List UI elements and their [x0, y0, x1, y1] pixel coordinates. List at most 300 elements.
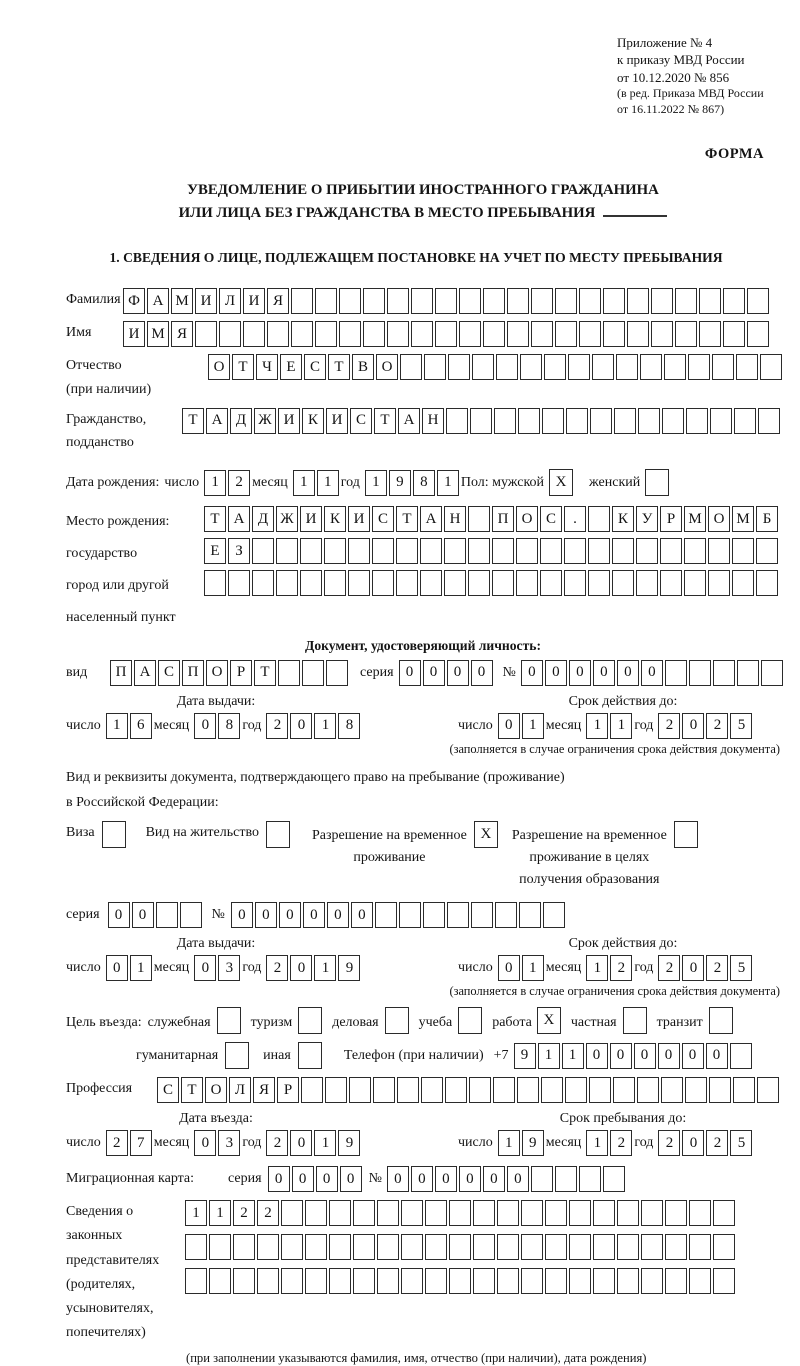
form-cell[interactable]	[617, 1268, 639, 1294]
form-cell[interactable]	[276, 570, 298, 596]
form-cell[interactable]	[756, 570, 778, 596]
form-cell[interactable]	[662, 408, 684, 434]
form-cell[interactable]	[661, 1077, 683, 1103]
form-cell[interactable]: 2	[266, 1130, 288, 1156]
form-cell[interactable]	[564, 570, 586, 596]
form-cell[interactable]	[300, 570, 322, 596]
form-cell[interactable]: 1	[562, 1043, 584, 1069]
form-cell[interactable]: Я	[267, 288, 289, 314]
form-cell[interactable]: Т	[328, 354, 350, 380]
form-cell[interactable]: 0	[447, 660, 469, 686]
form-cell[interactable]	[521, 1234, 543, 1260]
form-cell[interactable]	[723, 288, 745, 314]
form-cell[interactable]	[664, 354, 686, 380]
form-cell[interactable]: Т	[396, 506, 418, 532]
form-cell[interactable]: Л	[229, 1077, 251, 1103]
checkbox-cell[interactable]: X	[474, 821, 498, 848]
form-cell[interactable]	[521, 1200, 543, 1226]
checkbox-cell[interactable]: X	[537, 1007, 561, 1034]
form-cell[interactable]: Р	[277, 1077, 299, 1103]
form-cell[interactable]: 0	[194, 713, 216, 739]
form-cell[interactable]: О	[516, 506, 538, 532]
form-cell[interactable]	[638, 408, 660, 434]
form-cell[interactable]: 0	[303, 902, 325, 928]
form-cell[interactable]	[516, 538, 538, 564]
form-cell[interactable]: 0	[682, 713, 704, 739]
form-cell[interactable]	[305, 1200, 327, 1226]
form-cell[interactable]	[565, 1077, 587, 1103]
form-cell[interactable]	[315, 321, 337, 347]
form-cell[interactable]: Т	[232, 354, 254, 380]
form-cell[interactable]	[291, 321, 313, 347]
form-cell[interactable]: 2	[706, 955, 728, 981]
form-cell[interactable]: 0	[290, 1130, 312, 1156]
form-cell[interactable]	[579, 1166, 601, 1192]
form-cell[interactable]: М	[171, 288, 193, 314]
form-cell[interactable]	[305, 1268, 327, 1294]
form-cell[interactable]	[435, 321, 457, 347]
form-cell[interactable]	[569, 1234, 591, 1260]
form-cell[interactable]	[708, 538, 730, 564]
form-cell[interactable]: К	[302, 408, 324, 434]
form-cell[interactable]: 1	[314, 1130, 336, 1156]
form-cell[interactable]	[449, 1200, 471, 1226]
form-cell[interactable]: 5	[730, 1130, 752, 1156]
form-cell[interactable]	[195, 321, 217, 347]
checkbox-cell[interactable]	[623, 1007, 647, 1034]
form-cell[interactable]	[520, 354, 542, 380]
form-cell[interactable]: 0	[483, 1166, 505, 1192]
form-cell[interactable]: И	[123, 321, 145, 347]
form-cell[interactable]	[281, 1234, 303, 1260]
form-cell[interactable]	[665, 1268, 687, 1294]
form-cell[interactable]	[219, 321, 241, 347]
form-cell[interactable]	[555, 321, 577, 347]
form-cell[interactable]	[257, 1268, 279, 1294]
form-cell[interactable]	[566, 408, 588, 434]
form-cell[interactable]: 0	[268, 1166, 290, 1192]
form-cell[interactable]	[689, 1268, 711, 1294]
form-cell[interactable]: И	[348, 506, 370, 532]
form-cell[interactable]	[761, 660, 783, 686]
checkbox-cell[interactable]	[298, 1007, 322, 1034]
form-cell[interactable]	[387, 321, 409, 347]
form-cell[interactable]: 0	[682, 1130, 704, 1156]
form-cell[interactable]: Ч	[256, 354, 278, 380]
form-cell[interactable]	[612, 570, 634, 596]
form-cell[interactable]	[732, 570, 754, 596]
form-cell[interactable]	[324, 570, 346, 596]
form-cell[interactable]	[375, 902, 397, 928]
form-cell[interactable]	[564, 538, 586, 564]
form-cell[interactable]	[435, 288, 457, 314]
form-cell[interactable]	[542, 408, 564, 434]
form-cell[interactable]	[401, 1234, 423, 1260]
form-cell[interactable]: С	[540, 506, 562, 532]
form-cell[interactable]: 2	[266, 713, 288, 739]
form-cell[interactable]: Т	[374, 408, 396, 434]
form-cell[interactable]	[469, 1077, 491, 1103]
form-cell[interactable]	[445, 1077, 467, 1103]
form-cell[interactable]	[483, 288, 505, 314]
checkbox-cell[interactable]	[385, 1007, 409, 1034]
form-cell[interactable]: 1	[437, 470, 459, 496]
form-cell[interactable]	[493, 1077, 515, 1103]
form-cell[interactable]	[760, 354, 782, 380]
form-cell[interactable]	[472, 354, 494, 380]
form-cell[interactable]: З	[228, 538, 250, 564]
form-cell[interactable]	[612, 538, 634, 564]
form-cell[interactable]	[541, 1077, 563, 1103]
form-cell[interactable]: .	[564, 506, 586, 532]
form-cell[interactable]	[689, 1200, 711, 1226]
form-cell[interactable]	[377, 1200, 399, 1226]
form-cell[interactable]	[459, 321, 481, 347]
form-cell[interactable]	[636, 570, 658, 596]
form-cell[interactable]: 0	[411, 1166, 433, 1192]
form-cell[interactable]: 5	[730, 955, 752, 981]
form-cell[interactable]	[446, 408, 468, 434]
form-cell[interactable]: Т	[181, 1077, 203, 1103]
form-cell[interactable]	[736, 354, 758, 380]
form-cell[interactable]	[545, 1268, 567, 1294]
form-cell[interactable]: С	[157, 1077, 179, 1103]
form-cell[interactable]: 8	[413, 470, 435, 496]
form-cell[interactable]: 1	[522, 955, 544, 981]
checkbox-cell[interactable]	[298, 1042, 322, 1069]
form-cell[interactable]	[444, 538, 466, 564]
form-cell[interactable]	[641, 1268, 663, 1294]
form-cell[interactable]: 2	[658, 955, 680, 981]
form-cell[interactable]	[425, 1234, 447, 1260]
form-cell[interactable]	[732, 538, 754, 564]
form-cell[interactable]	[723, 321, 745, 347]
form-cell[interactable]	[252, 538, 274, 564]
form-cell[interactable]	[302, 660, 324, 686]
form-cell[interactable]: 2	[610, 955, 632, 981]
form-cell[interactable]	[713, 1200, 735, 1226]
checkbox-cell[interactable]	[102, 821, 126, 848]
form-cell[interactable]: 2	[706, 1130, 728, 1156]
form-cell[interactable]: 0	[641, 660, 663, 686]
form-cell[interactable]: 1	[586, 1130, 608, 1156]
form-cell[interactable]	[569, 1268, 591, 1294]
form-cell[interactable]	[593, 1200, 615, 1226]
form-cell[interactable]	[185, 1234, 207, 1260]
form-cell[interactable]	[252, 570, 274, 596]
form-cell[interactable]: 5	[730, 713, 752, 739]
form-cell[interactable]	[507, 321, 529, 347]
form-cell[interactable]	[353, 1268, 375, 1294]
form-cell[interactable]	[468, 538, 490, 564]
form-cell[interactable]	[675, 288, 697, 314]
form-cell[interactable]: 0	[292, 1166, 314, 1192]
form-cell[interactable]: М	[684, 506, 706, 532]
form-cell[interactable]	[444, 570, 466, 596]
form-cell[interactable]	[387, 288, 409, 314]
form-cell[interactable]	[209, 1268, 231, 1294]
form-cell[interactable]	[540, 538, 562, 564]
form-cell[interactable]: 1	[314, 955, 336, 981]
form-cell[interactable]: 0	[194, 955, 216, 981]
form-cell[interactable]	[709, 1077, 731, 1103]
form-cell[interactable]: 1	[185, 1200, 207, 1226]
form-cell[interactable]	[758, 408, 780, 434]
form-cell[interactable]	[339, 321, 361, 347]
form-cell[interactable]: С	[304, 354, 326, 380]
checkbox-cell[interactable]	[458, 1007, 482, 1034]
form-cell[interactable]	[300, 538, 322, 564]
form-cell[interactable]	[588, 506, 610, 532]
form-cell[interactable]: 0	[498, 955, 520, 981]
form-cell[interactable]	[185, 1268, 207, 1294]
form-cell[interactable]	[603, 288, 625, 314]
checkbox-cell[interactable]	[217, 1007, 241, 1034]
form-cell[interactable]: 0	[351, 902, 373, 928]
form-cell[interactable]	[640, 354, 662, 380]
form-cell[interactable]	[555, 1166, 577, 1192]
form-cell[interactable]: И	[326, 408, 348, 434]
form-cell[interactable]	[675, 321, 697, 347]
form-cell[interactable]	[665, 1234, 687, 1260]
form-cell[interactable]: 0	[279, 902, 301, 928]
form-cell[interactable]	[730, 1043, 752, 1069]
form-cell[interactable]	[278, 660, 300, 686]
form-cell[interactable]	[685, 1077, 707, 1103]
form-cell[interactable]: 1	[314, 713, 336, 739]
form-cell[interactable]	[471, 902, 493, 928]
form-cell[interactable]	[353, 1234, 375, 1260]
form-cell[interactable]	[699, 288, 721, 314]
form-cell[interactable]	[684, 538, 706, 564]
form-cell[interactable]: А	[228, 506, 250, 532]
form-cell[interactable]: А	[206, 408, 228, 434]
form-cell[interactable]: 1	[538, 1043, 560, 1069]
form-cell[interactable]	[617, 1200, 639, 1226]
checkbox-cell[interactable]	[709, 1007, 733, 1034]
form-cell[interactable]: 6	[130, 713, 152, 739]
form-cell[interactable]: 1	[204, 470, 226, 496]
form-cell[interactable]: 0	[634, 1043, 656, 1069]
form-cell[interactable]	[411, 321, 433, 347]
form-cell[interactable]	[593, 1268, 615, 1294]
form-cell[interactable]: И	[278, 408, 300, 434]
form-cell[interactable]: Я	[171, 321, 193, 347]
form-cell[interactable]: Н	[444, 506, 466, 532]
form-cell[interactable]	[373, 1077, 395, 1103]
form-cell[interactable]: 9	[338, 955, 360, 981]
form-cell[interactable]: 2	[106, 1130, 128, 1156]
form-cell[interactable]	[329, 1268, 351, 1294]
form-cell[interactable]: С	[372, 506, 394, 532]
form-cell[interactable]	[545, 1234, 567, 1260]
form-cell[interactable]	[257, 1234, 279, 1260]
form-cell[interactable]	[473, 1200, 495, 1226]
form-cell[interactable]: Р	[660, 506, 682, 532]
form-cell[interactable]	[531, 321, 553, 347]
form-cell[interactable]	[660, 570, 682, 596]
form-cell[interactable]: 1	[610, 713, 632, 739]
form-cell[interactable]	[372, 538, 394, 564]
form-cell[interactable]	[568, 354, 590, 380]
form-cell[interactable]: 2	[658, 1130, 680, 1156]
form-cell[interactable]	[348, 538, 370, 564]
form-cell[interactable]: И	[243, 288, 265, 314]
form-cell[interactable]	[228, 570, 250, 596]
form-cell[interactable]: 0	[340, 1166, 362, 1192]
form-cell[interactable]	[495, 902, 517, 928]
form-cell[interactable]: 1	[317, 470, 339, 496]
form-cell[interactable]: Е	[204, 538, 226, 564]
form-cell[interactable]: Т	[204, 506, 226, 532]
form-cell[interactable]: И	[300, 506, 322, 532]
form-cell[interactable]	[540, 570, 562, 596]
form-cell[interactable]	[281, 1200, 303, 1226]
form-cell[interactable]	[588, 538, 610, 564]
form-cell[interactable]: Д	[252, 506, 274, 532]
form-cell[interactable]	[348, 570, 370, 596]
form-cell[interactable]: 0	[610, 1043, 632, 1069]
form-cell[interactable]	[531, 1166, 553, 1192]
form-cell[interactable]: 0	[387, 1166, 409, 1192]
form-cell[interactable]: М	[147, 321, 169, 347]
form-cell[interactable]	[233, 1234, 255, 1260]
form-cell[interactable]: 0	[231, 902, 253, 928]
form-cell[interactable]: 0	[423, 660, 445, 686]
form-cell[interactable]: 7	[130, 1130, 152, 1156]
form-cell[interactable]: П	[182, 660, 204, 686]
form-cell[interactable]: К	[324, 506, 346, 532]
form-cell[interactable]	[592, 354, 614, 380]
form-cell[interactable]	[204, 570, 226, 596]
form-cell[interactable]	[651, 321, 673, 347]
form-cell[interactable]: А	[134, 660, 156, 686]
form-cell[interactable]: 8	[218, 713, 240, 739]
form-cell[interactable]	[688, 354, 710, 380]
form-cell[interactable]	[757, 1077, 779, 1103]
form-cell[interactable]: 1	[522, 713, 544, 739]
form-cell[interactable]	[411, 288, 433, 314]
form-cell[interactable]	[243, 321, 265, 347]
form-cell[interactable]: А	[420, 506, 442, 532]
form-cell[interactable]	[660, 538, 682, 564]
form-cell[interactable]	[756, 538, 778, 564]
form-cell[interactable]	[617, 1234, 639, 1260]
form-cell[interactable]: 9	[522, 1130, 544, 1156]
form-cell[interactable]: 2	[233, 1200, 255, 1226]
form-cell[interactable]	[492, 538, 514, 564]
form-cell[interactable]	[689, 1234, 711, 1260]
form-cell[interactable]	[747, 321, 769, 347]
form-cell[interactable]	[543, 902, 565, 928]
form-cell[interactable]: 0	[682, 955, 704, 981]
form-cell[interactable]: 0	[682, 1043, 704, 1069]
form-cell[interactable]: 0	[327, 902, 349, 928]
form-cell[interactable]: 0	[498, 713, 520, 739]
form-cell[interactable]: 0	[132, 902, 154, 928]
form-cell[interactable]	[470, 408, 492, 434]
form-cell[interactable]	[420, 570, 442, 596]
form-cell[interactable]	[713, 1268, 735, 1294]
form-cell[interactable]	[641, 1200, 663, 1226]
form-cell[interactable]: 0	[569, 660, 591, 686]
form-cell[interactable]	[589, 1077, 611, 1103]
form-cell[interactable]	[401, 1200, 423, 1226]
form-cell[interactable]	[324, 538, 346, 564]
form-cell[interactable]	[326, 660, 348, 686]
form-cell[interactable]	[397, 1077, 419, 1103]
form-cell[interactable]	[590, 408, 612, 434]
form-cell[interactable]	[579, 288, 601, 314]
form-cell[interactable]	[699, 321, 721, 347]
checkbox-cell[interactable]	[266, 821, 290, 848]
form-cell[interactable]: Я	[253, 1077, 275, 1103]
form-cell[interactable]	[497, 1234, 519, 1260]
form-cell[interactable]	[267, 321, 289, 347]
form-cell[interactable]: М	[732, 506, 754, 532]
form-cell[interactable]: 1	[209, 1200, 231, 1226]
form-cell[interactable]	[448, 354, 470, 380]
form-cell[interactable]	[233, 1268, 255, 1294]
form-cell[interactable]: О	[205, 1077, 227, 1103]
form-cell[interactable]: 0	[507, 1166, 529, 1192]
checkbox-cell[interactable]	[674, 821, 698, 848]
form-cell[interactable]	[712, 354, 734, 380]
form-cell[interactable]	[579, 321, 601, 347]
form-cell[interactable]: Р	[230, 660, 252, 686]
form-cell[interactable]	[544, 354, 566, 380]
form-cell[interactable]	[684, 570, 706, 596]
form-cell[interactable]	[496, 354, 518, 380]
form-cell[interactable]	[399, 902, 421, 928]
form-cell[interactable]	[555, 288, 577, 314]
form-cell[interactable]	[569, 1200, 591, 1226]
form-cell[interactable]	[281, 1268, 303, 1294]
form-cell[interactable]	[593, 1234, 615, 1260]
form-cell[interactable]	[519, 902, 541, 928]
form-cell[interactable]	[665, 1200, 687, 1226]
form-cell[interactable]	[636, 538, 658, 564]
form-cell[interactable]	[396, 570, 418, 596]
form-cell[interactable]: О	[208, 354, 230, 380]
form-cell[interactable]: 1	[586, 955, 608, 981]
form-cell[interactable]	[401, 1268, 423, 1294]
form-cell[interactable]	[492, 570, 514, 596]
form-cell[interactable]: О	[376, 354, 398, 380]
form-cell[interactable]	[468, 506, 490, 532]
form-cell[interactable]: О	[708, 506, 730, 532]
form-cell[interactable]	[710, 408, 732, 434]
form-cell[interactable]	[733, 1077, 755, 1103]
form-cell[interactable]	[424, 354, 446, 380]
form-cell[interactable]: Л	[219, 288, 241, 314]
form-cell[interactable]: 1	[106, 713, 128, 739]
form-cell[interactable]: 0	[399, 660, 421, 686]
checkbox-cell[interactable]	[225, 1042, 249, 1069]
form-cell[interactable]	[734, 408, 756, 434]
form-cell[interactable]	[377, 1268, 399, 1294]
form-cell[interactable]	[588, 570, 610, 596]
form-cell[interactable]: 3	[218, 955, 240, 981]
form-cell[interactable]: 1	[498, 1130, 520, 1156]
form-cell[interactable]: 9	[389, 470, 411, 496]
form-cell[interactable]	[708, 570, 730, 596]
form-cell[interactable]: Т	[254, 660, 276, 686]
form-cell[interactable]: С	[350, 408, 372, 434]
form-cell[interactable]: Н	[422, 408, 444, 434]
form-cell[interactable]	[497, 1200, 519, 1226]
form-cell[interactable]: 2	[658, 713, 680, 739]
